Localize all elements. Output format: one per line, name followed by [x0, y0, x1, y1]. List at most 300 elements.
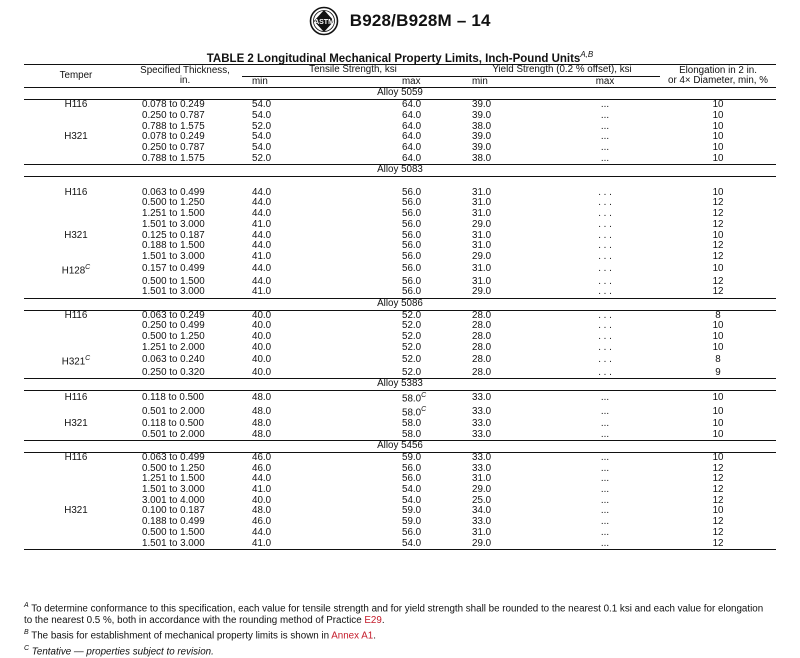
yield-max-cell — [550, 287, 660, 298]
elongation-cell-value: 10 — [712, 229, 724, 241]
yield-min-cell-value: 39.0 — [472, 131, 492, 143]
tensile-max-cell-value: 58.0 — [402, 393, 422, 405]
temper-cell — [24, 528, 128, 539]
table-row — [24, 528, 776, 539]
elongation-cell-value: 10 — [712, 109, 724, 121]
tensile-min-cell-value: 40.0 — [252, 341, 272, 353]
temper-cell — [24, 310, 128, 321]
yield-min-cell — [464, 154, 550, 165]
tensile-min-cell — [242, 154, 350, 165]
thickness-cell-value: 0.788 to 1.575 — [142, 152, 205, 164]
tensile-min-cell-value: 44.0 — [252, 208, 272, 220]
yield-max-cell — [550, 154, 660, 165]
tensile-max-cell-value: 52.0 — [402, 331, 422, 343]
yield-min-cell-value: 28.0 — [472, 309, 492, 321]
thickness-cell-value: 0.125 to 0.187 — [142, 229, 205, 241]
tensile-max-cell-value: 54.0 — [402, 537, 422, 549]
yield-min-cell — [464, 430, 550, 441]
tensile-min-cell-value: 44.0 — [252, 473, 272, 485]
temper-cell — [24, 452, 128, 463]
thickness-cell-value: 0.501 to 2.000 — [142, 428, 205, 440]
tensile-max-cell-value: 56.0 — [402, 286, 422, 298]
yield-max-cell-value: ... — [600, 99, 610, 111]
table-row — [24, 241, 776, 252]
yield-max-cell-value: ... — [600, 109, 610, 121]
thickness-cell-value: 0.250 to 0.787 — [142, 141, 205, 153]
tensile-min-cell — [242, 252, 350, 263]
tensile-min-cell-value: 40.0 — [252, 320, 272, 332]
tensile-max-cell-value: 64.0 — [402, 99, 422, 111]
yield-min-cell-value: 29.0 — [472, 484, 492, 496]
yield-max-cell-value: ... — [600, 451, 610, 463]
yield-min-cell-value: 29.0 — [472, 218, 492, 230]
elongation-cell-value: 12 — [712, 197, 724, 209]
elongation-cell — [660, 354, 776, 368]
thickness-cell-value: 3.001 to 4.000 — [142, 494, 205, 506]
tensile-min-cell-value: 44.0 — [252, 229, 272, 241]
table-row — [24, 100, 776, 111]
yield-min-cell-value: 28.0 — [472, 331, 492, 343]
tensile-min-cell-value: 44.0 — [252, 186, 272, 198]
temper-cell-value: H321 — [64, 131, 88, 143]
temper-cell-value: H116 — [64, 99, 88, 111]
thickness-cell-value: 0.188 to 0.499 — [142, 516, 205, 528]
yield-min-cell — [464, 354, 550, 368]
yield-min-cell-value: 31.0 — [472, 197, 492, 209]
tensile-max-cell-value: 58.0 — [402, 428, 422, 440]
elongation-cell-value: 10 — [712, 131, 724, 143]
temper-cell — [24, 430, 128, 441]
elongation-cell-value: 12 — [712, 240, 724, 252]
yield-min-cell-value: 39.0 — [472, 109, 492, 121]
yield-max-cell-value: . . . — [598, 218, 612, 230]
tensile-min-cell-value: 52.0 — [252, 120, 272, 132]
temper-cell — [24, 419, 128, 430]
table-row — [24, 122, 776, 133]
table-row — [24, 539, 776, 550]
temper-cell — [24, 354, 128, 368]
tensile-max-cell-value: 56.0 — [402, 462, 422, 474]
tensile-max-cell-value: 56.0 — [402, 263, 422, 275]
elongation-cell-value: 12 — [712, 275, 724, 287]
elongation-cell-value: 8 — [715, 309, 721, 321]
yield-min-cell-value: 31.0 — [472, 240, 492, 252]
thickness-cell — [128, 252, 242, 263]
alloy-row — [24, 88, 776, 100]
thickness-cell — [128, 405, 242, 419]
tensile-min-cell-value: 48.0 — [252, 417, 272, 429]
temper-cell — [24, 100, 128, 111]
alloy-label: Alloy 5383 — [24, 379, 776, 391]
table-row — [24, 452, 776, 463]
tensile-min-cell-value: 41.0 — [252, 218, 272, 230]
temper-cell — [24, 231, 128, 242]
col-thickness: Specified Thickness, in. — [128, 65, 242, 88]
elongation-cell-value: 12 — [712, 537, 724, 549]
alloy-label: Alloy 5059 — [24, 88, 776, 100]
tensile-max-cell — [350, 343, 464, 354]
thickness-cell-value: 0.500 to 1.250 — [142, 331, 205, 343]
yield-max-cell — [550, 343, 660, 354]
thickness-cell — [128, 368, 242, 379]
temper-cell — [24, 332, 128, 343]
tensile-min-cell-value: 44.0 — [252, 275, 272, 287]
elongation-cell-value: 10 — [712, 120, 724, 132]
yield-min-cell-value: 39.0 — [472, 99, 492, 111]
tensile-max-cell-value: 52.0 — [402, 366, 422, 378]
yield-max-cell-value: . . . — [598, 275, 612, 287]
yield-min-cell — [464, 252, 550, 263]
thickness-cell-value: 0.063 to 0.499 — [142, 186, 205, 198]
elongation-cell-value: 10 — [712, 428, 724, 440]
yield-max-cell-value: ... — [600, 494, 610, 506]
tensile-max-cell — [350, 368, 464, 379]
elongation-cell-value: 10 — [712, 331, 724, 343]
footnote-marker: C — [85, 354, 91, 362]
tensile-min-cell — [242, 430, 350, 441]
tensile-min-cell-value: 46.0 — [252, 451, 272, 463]
property-limits-table — [24, 64, 776, 550]
tensile-min-cell-value: 54.0 — [252, 141, 272, 153]
elongation-cell-value: 10 — [712, 141, 724, 153]
header-row-1 — [24, 65, 776, 77]
tensile-max-cell-value: 54.0 — [402, 484, 422, 496]
yield-min-cell-value: 29.0 — [472, 250, 492, 262]
temper-cell-value: H321 — [64, 229, 88, 241]
elongation-cell-value: 10 — [712, 152, 724, 164]
table-row — [24, 277, 776, 288]
elongation-cell-value: 10 — [712, 405, 724, 417]
tensile-max-cell-value: 54.0 — [402, 494, 422, 506]
table-row — [24, 287, 776, 298]
table-row — [24, 231, 776, 242]
yield-max-cell-value: ... — [600, 537, 610, 549]
elongation-cell — [660, 287, 776, 298]
tensile-min-cell-value: 40.0 — [252, 309, 272, 321]
table-row — [24, 419, 776, 430]
temper-cell-value: H116 — [64, 451, 88, 463]
temper-cell — [24, 321, 128, 332]
temper-cell-value: H116 — [64, 309, 88, 321]
thickness-cell-value: 0.063 to 0.499 — [142, 451, 205, 463]
yield-max-cell-value: ... — [600, 152, 610, 164]
temper-cell — [24, 111, 128, 122]
yield-min-cell-value: 33.0 — [472, 417, 492, 429]
yield-min-cell-value: 31.0 — [472, 275, 492, 287]
annex-a1-link[interactable]: Annex A1 — [331, 630, 374, 642]
tensile-min-cell-value: 44.0 — [252, 263, 272, 275]
tensile-min-cell — [242, 343, 350, 354]
tensile-max-cell-value: 56.0 — [402, 229, 422, 241]
table-row — [24, 496, 776, 507]
elongation-cell-value: 12 — [712, 473, 724, 485]
tensile-max-cell-value: 64.0 — [402, 131, 422, 143]
thickness-cell — [128, 354, 242, 368]
thickness-cell-value: 0.188 to 1.500 — [142, 240, 205, 252]
tensile-max-cell — [350, 390, 464, 404]
yield-max-cell — [550, 252, 660, 263]
yield-max-cell-value: ... — [600, 405, 610, 417]
temper-cell — [24, 241, 128, 252]
yield-max-cell-value: ... — [600, 131, 610, 143]
tensile-max-cell-value: 56.0 — [402, 197, 422, 209]
yield-max-cell-value: . . . — [598, 366, 612, 378]
tensile-max-cell-value: 56.0 — [402, 526, 422, 538]
thickness-cell-value: 0.500 to 1.250 — [142, 197, 205, 209]
yield-max-cell-value: . . . — [598, 197, 612, 209]
yield-max-cell-value: . . . — [598, 354, 612, 366]
temper-cell — [24, 485, 128, 496]
yield-max-cell-value: ... — [600, 505, 610, 517]
tensile-min-cell — [242, 287, 350, 298]
tensile-min-cell-value: 52.0 — [252, 152, 272, 164]
temper-cell — [24, 209, 128, 220]
yield-max-cell-value: . . . — [598, 208, 612, 220]
temper-cell — [24, 474, 128, 485]
thickness-cell — [128, 539, 242, 550]
tensile-max-cell-value: 64.0 — [402, 120, 422, 132]
yield-max-cell — [550, 263, 660, 277]
temper-cell — [24, 263, 128, 277]
elongation-cell-value: 12 — [712, 462, 724, 474]
yield-min-cell-value: 31.0 — [472, 186, 492, 198]
elongation-cell-value: 12 — [712, 516, 724, 528]
thickness-cell-value: 0.100 to 0.187 — [142, 505, 205, 517]
thickness-cell-value: 1.251 to 2.000 — [142, 341, 205, 353]
yield-min-cell-value: 31.0 — [472, 229, 492, 241]
tensile-max-cell — [350, 154, 464, 165]
tensile-min-cell — [242, 263, 350, 277]
tensile-min-cell-value: 44.0 — [252, 197, 272, 209]
temper-cell — [24, 198, 128, 209]
table-row — [24, 198, 776, 209]
table-row — [24, 252, 776, 263]
yield-min-cell — [464, 263, 550, 277]
tensile-min-cell — [242, 539, 350, 550]
yield-min-cell — [464, 390, 550, 404]
tensile-min-cell — [242, 405, 350, 419]
yield-max-cell — [550, 368, 660, 379]
col-yield-min: min — [464, 76, 550, 88]
yield-min-cell-value: 33.0 — [472, 451, 492, 463]
thickness-cell-value: 0.500 to 1.250 — [142, 462, 205, 474]
tensile-min-cell-value: 54.0 — [252, 109, 272, 121]
footnote-c: $^C$ Tentative — properties subject to revision. — [24, 644, 214, 657]
tensile-min-cell-value: 41.0 — [252, 250, 272, 262]
elongation-cell-value: 10 — [712, 263, 724, 275]
yield-max-cell — [550, 405, 660, 419]
col-tensile: Tensile Strength, ksi — [242, 65, 464, 77]
elongation-cell — [660, 252, 776, 263]
temper-cell — [24, 287, 128, 298]
table-title: TABLE 2 Longitudinal Mechanical Property Limits, Inch-Pound Units — [206, 52, 581, 65]
elongation-cell-value: 10 — [712, 391, 724, 403]
table-row — [24, 154, 776, 165]
yield-min-cell — [464, 368, 550, 379]
table-row — [24, 188, 776, 199]
thickness-cell-value: 0.157 to 0.499 — [142, 263, 205, 275]
table-row — [24, 485, 776, 496]
col-tensile-min: min — [242, 76, 350, 88]
yield-max-cell — [550, 390, 660, 404]
yield-max-cell-value: ... — [600, 516, 610, 528]
temper-cell-value: H321 — [61, 355, 86, 367]
elongation-cell-value: 12 — [712, 208, 724, 220]
yield-min-cell-value: 29.0 — [472, 537, 492, 549]
yield-min-cell-value: 25.0 — [472, 494, 492, 506]
yield-min-cell-value: 31.0 — [472, 263, 492, 275]
thickness-cell — [128, 263, 242, 277]
yield-max-cell-value: ... — [600, 391, 610, 403]
thickness-cell — [128, 430, 242, 441]
tensile-max-cell-value: 58.0 — [402, 417, 422, 429]
thickness-cell-value: 1.251 to 1.500 — [142, 208, 205, 220]
elongation-cell — [660, 343, 776, 354]
yield-min-cell-value: 33.0 — [472, 405, 492, 417]
thickness-cell — [128, 390, 242, 404]
temper-cell-value: H116 — [64, 186, 88, 198]
footnote-marker: C — [421, 405, 427, 413]
table-row — [24, 390, 776, 404]
temper-cell-value: H128 — [61, 264, 86, 276]
yield-min-cell-value: 39.0 — [472, 141, 492, 153]
tensile-max-cell — [350, 354, 464, 368]
elongation-cell-value: 10 — [712, 320, 724, 332]
table-row — [24, 464, 776, 475]
tensile-max-cell-value: 52.0 — [402, 354, 422, 366]
thickness-cell-value: 0.063 to 0.240 — [142, 354, 205, 366]
tensile-max-cell-value: 58.0 — [402, 407, 422, 419]
yield-min-cell-value: 34.0 — [472, 505, 492, 517]
tensile-max-cell-value: 59.0 — [402, 516, 422, 528]
table-row — [24, 517, 776, 528]
table-row — [24, 332, 776, 343]
thickness-cell-value: 0.250 to 0.499 — [142, 320, 205, 332]
yield-min-cell-value: 28.0 — [472, 320, 492, 332]
table-row — [24, 143, 776, 154]
footnotes — [24, 600, 784, 658]
temper-cell — [24, 390, 128, 404]
footnote-b: $^B$ The basis for establishment of mechanical property limits is shown in Annex A1. — [24, 629, 376, 642]
tensile-min-cell-value: 48.0 — [252, 391, 272, 403]
tensile-max-cell-value: 59.0 — [402, 505, 422, 517]
tensile-max-cell — [350, 263, 464, 277]
tensile-min-cell — [242, 354, 350, 368]
yield-max-cell-value: . . . — [598, 286, 612, 298]
tensile-min-cell-value: 44.0 — [252, 240, 272, 252]
alloy-label: Alloy 5083 — [24, 165, 776, 177]
tensile-max-cell — [350, 252, 464, 263]
tensile-max-cell-value: 56.0 — [402, 208, 422, 220]
yield-max-cell-value: ... — [600, 526, 610, 538]
document-designation: B928/B928M – 14 — [349, 11, 491, 30]
yield-max-cell-value: ... — [600, 417, 610, 429]
table-row — [24, 310, 776, 321]
yield-min-cell — [464, 539, 550, 550]
table-body — [24, 88, 776, 550]
elongation-cell-value: 10 — [712, 341, 724, 353]
tensile-min-cell-value: 54.0 — [252, 131, 272, 143]
table-caption — [0, 50, 800, 65]
thickness-cell-value: 1.501 to 3.000 — [142, 484, 205, 496]
tensile-min-cell-value: 48.0 — [252, 505, 272, 517]
thickness-cell-value: 1.501 to 3.000 — [142, 218, 205, 230]
tensile-max-cell-value: 52.0 — [402, 320, 422, 332]
elongation-cell-value: 10 — [712, 505, 724, 517]
tensile-max-cell-value: 64.0 — [402, 109, 422, 121]
yield-min-cell-value: 38.0 — [472, 152, 492, 164]
tensile-min-cell-value: 46.0 — [252, 516, 272, 528]
tensile-min-cell — [242, 368, 350, 379]
yield-min-cell-value: 28.0 — [472, 366, 492, 378]
spacer-cell — [24, 177, 776, 188]
elongation-cell-value: 10 — [712, 99, 724, 111]
thickness-cell-value: 1.501 to 3.000 — [142, 286, 205, 298]
thickness-cell-value: 0.500 to 1.500 — [142, 275, 205, 287]
temper-cell — [24, 368, 128, 379]
temper-cell — [24, 132, 128, 143]
yield-max-cell-value: . . . — [598, 240, 612, 252]
tensile-max-cell-value: 64.0 — [402, 152, 422, 164]
tensile-min-cell-value: 41.0 — [252, 484, 272, 496]
thickness-cell — [128, 287, 242, 298]
elongation-cell-value: 10 — [712, 451, 724, 463]
elongation-cell-value: 10 — [712, 417, 724, 429]
yield-min-cell-value: 28.0 — [472, 341, 492, 353]
yield-max-cell-value: . . . — [598, 229, 612, 241]
yield-max-cell-value: ... — [600, 141, 610, 153]
yield-max-cell-value: ... — [600, 120, 610, 132]
table-row — [24, 368, 776, 379]
alloy-row — [24, 299, 776, 311]
tensile-min-cell-value: 40.0 — [252, 366, 272, 378]
elongation-cell-value: 12 — [712, 526, 724, 538]
yield-max-cell-value: ... — [600, 428, 610, 440]
thickness-cell-value: 0.788 to 1.575 — [142, 120, 205, 132]
thickness-cell-value: 0.118 to 0.500 — [142, 417, 204, 429]
yield-max-cell-value: ... — [600, 484, 610, 496]
thickness-cell-value: 1.501 to 3.000 — [142, 537, 205, 549]
thickness-cell-value: 0.078 to 0.249 — [142, 131, 205, 143]
yield-max-cell-value: . . . — [598, 320, 612, 332]
yield-min-cell — [464, 287, 550, 298]
yield-max-cell-value: . . . — [598, 263, 612, 275]
yield-min-cell-value: 31.0 — [472, 473, 492, 485]
elongation-cell — [660, 263, 776, 277]
practice-e29-link[interactable]: E29 — [364, 615, 382, 627]
temper-cell — [24, 517, 128, 528]
temper-cell — [24, 154, 128, 165]
yield-max-cell-value: ... — [600, 462, 610, 474]
alloy-label: Alloy 5086 — [24, 299, 776, 311]
alloy-row — [24, 441, 776, 453]
tensile-min-cell-value: 48.0 — [252, 428, 272, 440]
thickness-cell-value: 0.501 to 2.000 — [142, 405, 205, 417]
astm-logo-icon — [309, 6, 339, 36]
thickness-cell-value: 0.250 to 0.787 — [142, 109, 205, 121]
thickness-cell-value: 0.118 to 0.500 — [142, 391, 204, 403]
thickness-cell-value: 1.501 to 3.000 — [142, 250, 205, 262]
svg-text:ASTM: ASTM — [314, 19, 335, 26]
tensile-max-cell-value: 56.0 — [402, 275, 422, 287]
yield-min-cell-value: 29.0 — [472, 286, 492, 298]
elongation-cell — [660, 390, 776, 404]
tensile-max-cell — [350, 539, 464, 550]
tensile-max-cell — [350, 405, 464, 419]
yield-max-cell-value: . . . — [598, 186, 612, 198]
elongation-cell — [660, 430, 776, 441]
elongation-cell-value: 10 — [712, 186, 724, 198]
